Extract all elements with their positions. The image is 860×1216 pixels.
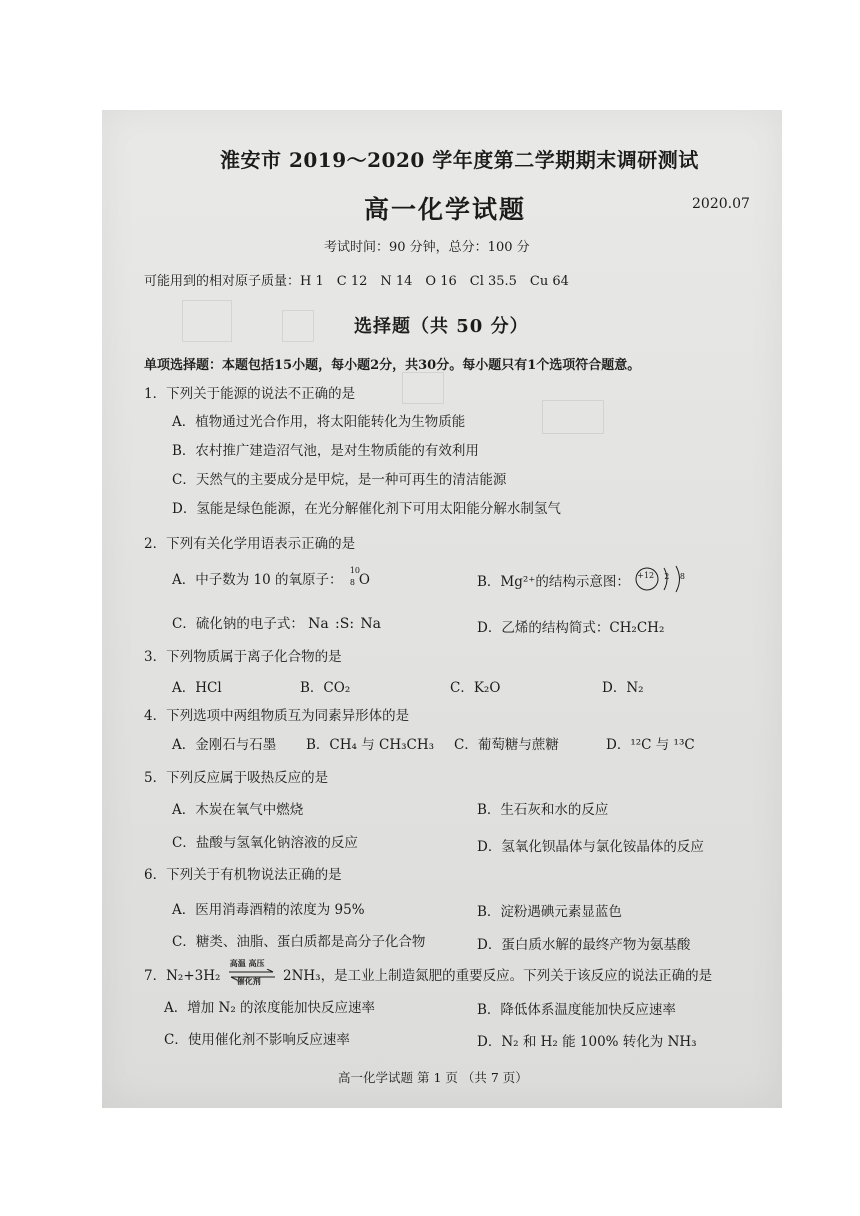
- question-1-option-d: D．氢能是绿色能源，在光分解催化剂下可用太阳能分解水制氢气: [172, 501, 561, 517]
- mass-number: 10: [349, 566, 360, 575]
- exam-time-info: 考试时间：90 分钟，总分：100 分: [324, 240, 530, 255]
- question-6-option-a: A．医用消毒酒精的浓度为 95%: [172, 902, 365, 918]
- question-2-option-c: [172, 612, 381, 632]
- question-2-stem: 2．下列有关化学用语表示正确的是: [144, 536, 356, 552]
- question-2-option-b: [477, 568, 690, 594]
- question-5-option-a: A．木炭在氧气中燃烧: [172, 802, 304, 818]
- question-1-option-a: A．植物通过光合作用，将太阳能转化为生物质能: [172, 414, 466, 430]
- sodium-right: Na: [360, 616, 381, 632]
- reactants: 7．N₂+3H₂: [144, 968, 221, 984]
- reaction-condition-top: 高温 高压: [229, 958, 265, 968]
- question-4-option-b: B．CH₄ 与 CH₃CH₃: [306, 737, 435, 753]
- element-symbol: O: [358, 572, 370, 588]
- question-1-option-c: C．天然气的主要成分是甲烷，是一种可再生的清洁能源: [172, 472, 507, 488]
- question-6-stem: 6．下列关于有机物说法正确的是: [144, 867, 342, 883]
- option-c-label: C．硫化钠的电子式：: [172, 616, 304, 632]
- question-5-option-c: C．盐酸与氢氧化钠溶液的反应: [172, 835, 358, 851]
- question-3-option-b: B．CO₂: [300, 680, 351, 696]
- bleed-through-box: [182, 300, 232, 342]
- bleed-through-box: [542, 400, 604, 434]
- exam-paper: [102, 110, 782, 1108]
- exam-subject-title: 高一化学试题: [364, 195, 527, 224]
- bleed-through-box: [402, 372, 444, 404]
- question-2-option-d: D．乙烯的结构简式：CH₂CH₂: [477, 620, 665, 636]
- products-and-question: 2NH₃，是工业上制造氮肥的重要反应。下列关于该反应的说法正确的是: [283, 968, 713, 984]
- question-7-stem: [144, 958, 713, 986]
- question-1-option-b: B．农村推广建造沼气池，是对生物质能的有效利用: [172, 443, 479, 459]
- electron-shells: 2 8: [664, 572, 689, 581]
- atomic-number: 8: [349, 578, 355, 587]
- question-7-option-d: D．N₂ 和 H₂ 能 100% 转化为 NH₃: [477, 1034, 697, 1050]
- question-4-option-a: A．金刚石与石墨: [172, 737, 277, 753]
- section-instruction: 单项选择题：本题包括15小题，每小题2分，共30分。每小题只有1个选项符合题意。: [144, 358, 641, 373]
- question-7-option-a: A．增加 N₂ 的浓度能加快反应速率: [164, 1000, 376, 1016]
- nucleus-charge: +12: [637, 571, 655, 580]
- question-6-option-b: B．淀粉遇碘元素显蓝色: [477, 904, 622, 920]
- option-b-label: B．Mg²⁺的结构示意图：: [477, 574, 630, 590]
- question-5-option-b: B．生石灰和水的反应: [477, 802, 609, 818]
- question-6-option-c: C．糖类、油脂、蛋白质都是高分子化合物: [172, 934, 426, 950]
- option-a-label: A．中子数为 10 的氧原子：: [172, 572, 343, 588]
- reaction-arrow: [227, 958, 277, 986]
- atomic-masses: 可能用到的相对原子质量：H 1 C 12 N 14 O 16 Cl 35.5 Cu 64: [144, 274, 569, 289]
- exam-main-title: 淮安市 2019～2020 学年度第二学期期末调研测试: [220, 148, 699, 172]
- question-7-option-b: B．降低体系温度能加快反应速率: [477, 1002, 676, 1018]
- question-2-option-a: [172, 568, 370, 588]
- exam-date: 2020.07: [692, 196, 750, 212]
- atomic-structure-diagram: [634, 568, 690, 594]
- question-5-option-d: D．氢氧化钡晶体与氯化铵晶体的反应: [477, 839, 704, 855]
- sulfur-electron-dots: :S:: [335, 616, 355, 632]
- page-footer: 高一化学试题 第 1 页 （共 7 页）: [338, 1070, 528, 1085]
- question-3-option-c: C．K₂O: [450, 680, 501, 696]
- question-4-stem: 4．下列选项中两组物质互为同素异形体的是: [144, 708, 410, 724]
- reaction-condition-bottom: 催化剂: [236, 976, 261, 986]
- question-3-stem: 3．下列物质属于离子化合物的是: [144, 649, 342, 665]
- question-7-option-c: C．使用催化剂不影响反应速率: [164, 1032, 350, 1048]
- question-3-option-d: D．N₂: [602, 680, 644, 696]
- question-4-option-d: D．¹²C 与 ¹³C: [606, 737, 695, 753]
- question-6-option-d: D．蛋白质水解的最终产物为氨基酸: [477, 937, 691, 953]
- isotope-notation: [347, 566, 361, 588]
- sulfur-symbol: S: [339, 616, 350, 632]
- question-1-stem: 1．下列关于能源的说法不正确的是: [144, 386, 356, 402]
- sodium-left: Na: [308, 616, 329, 632]
- question-4-option-c: C．葡萄糖与蔗糖: [454, 737, 559, 753]
- section-title: 选择题（共 50 分）: [354, 316, 529, 337]
- question-3-option-a: A．HCl: [172, 680, 222, 696]
- question-5-stem: 5．下列反应属于吸热反应的是: [144, 770, 329, 786]
- bleed-through-box: [282, 310, 314, 342]
